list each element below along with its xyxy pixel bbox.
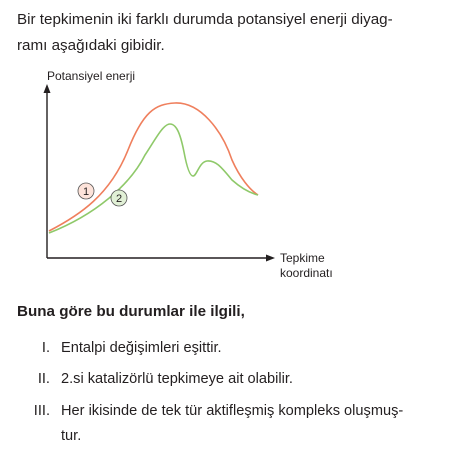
statement-3-text-line-1: Her ikisinde de tek tür aktifleşmiş kompleks oluşmuş-	[61, 403, 404, 419]
y-axis-arrow	[44, 84, 51, 93]
statement-3	[17, 399, 457, 449]
statement-1-numeral: I.	[41, 340, 50, 356]
question-stem: Buna göre bu durumlar ile ilgili,	[17, 303, 245, 320]
x-axis-arrow	[266, 255, 275, 262]
statement-3-text-line-2: tur.	[61, 428, 82, 444]
statement-2	[17, 367, 457, 392]
curve-1-label: 1	[82, 186, 90, 198]
statement-2-text: 2.si katalizörlü tepkimeye ait olabilir.	[61, 371, 293, 387]
curve-2	[49, 124, 258, 233]
x-axis-label-line-1: Tepkime	[280, 251, 325, 265]
curve-1	[49, 103, 258, 231]
y-axis-label: Potansiyel enerji	[47, 69, 136, 83]
statement-2-numeral: II.	[37, 371, 50, 387]
intro-line-1: Bir tepkimenin iki farklı durumda potansiyel enerji diyag-	[17, 11, 393, 28]
intro-line-2: ramı aşağıdaki gibidir.	[17, 37, 165, 54]
x-axis-label-line-2: koordinatı	[280, 266, 333, 280]
statement-1-text: Entalpi değişimleri eşittir.	[61, 340, 222, 356]
curve-2-label: 2	[115, 193, 123, 205]
statement-3-numeral: III.	[33, 403, 50, 419]
statement-1	[17, 336, 457, 361]
